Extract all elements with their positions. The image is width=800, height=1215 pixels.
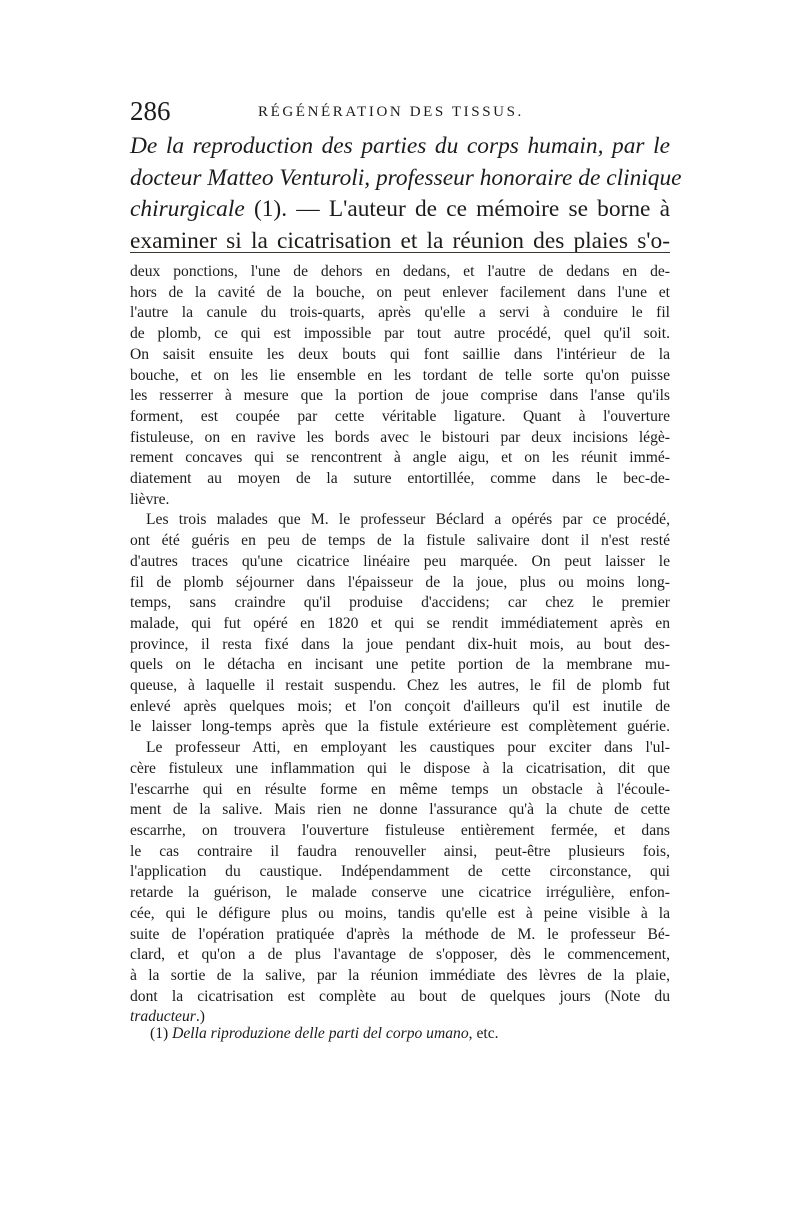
paragraph-3-line: Le professeur Atti, en employant les caustiques pour exciter dans l'ul- — [146, 739, 670, 757]
paragraph-2-line: temps, sans craindre qu'il produise d'accidens; car chez le premier — [130, 594, 670, 612]
main-paragraph — [130, 131, 682, 257]
main-line-1: De la reproduction des parties du corps humain, par le — [130, 133, 670, 159]
paragraph-3-line: cère fistuleux une inflammation qui le dispose à la cicatrisation, dit que — [130, 759, 670, 777]
translator-word: traducteur — [130, 1008, 196, 1026]
separator-rule — [130, 252, 670, 253]
paragraph-1-line: l'autre la canule du trois-quarts, après qu'elle a servi à conduire le fil — [130, 304, 670, 322]
paragraph-3-line: ment de la salive. Mais rien ne donne l'assurance qu'à la chute de cette — [130, 801, 670, 819]
paragraph-3 — [130, 738, 670, 1028]
paragraph-2-line: enlevé après quelques mois; et l'on conçoit d'ailleurs qu'il est inutile de — [130, 697, 670, 715]
footnote — [150, 1024, 670, 1044]
paragraph-1 — [130, 262, 670, 510]
paragraph-3-line: dont la cicatrisation est complète au bout de quelques jours (Note du — [130, 987, 670, 1005]
paragraph-1-line: hors de la cavité de la bouche, on peut enlever facilement dans l'une et — [130, 283, 670, 301]
paragraph-3-line: clard, et qu'on a de plus l'avantage de s'opposer, dès le commencement, — [130, 946, 670, 964]
paragraph-2-line: d'autres traces qu'une cicatrice linéaire peu marquée. On peut laisser le — [130, 552, 670, 570]
closing-paren: .) — [195, 1008, 205, 1026]
paragraph-2 — [130, 510, 670, 738]
paragraph-3-line: retarde la guérison, le malade conserve une cicatrice irrégulière, enfon- — [130, 884, 670, 902]
paragraph-1-line: rement concaves qui se rencontrent à angle aigu, et on les réunit immé- — [130, 449, 670, 467]
paragraph-3-line: escarrhe, on trouvera l'ouverture fistuleuse entièrement fermée, et dans — [130, 821, 670, 839]
main-line-4: examiner si la cicatrisation et la réunion des plaies s'o- — [130, 227, 670, 254]
paragraph-2-line: fil de plomb séjourner dans l'épaisseur de la joue, plus ou moins long- — [130, 573, 670, 591]
paragraph-3-line: le cas contraire il faudra renouveller ainsi, peut-être plusieurs fois, — [130, 842, 670, 860]
paragraph-2-line: le laisser long-temps après que la fistule extérieure est complètement guérie. — [130, 718, 670, 736]
paragraph-3-line: à la sortie de la salive, par la réunion immédiate des lèvres de la plaie, — [130, 966, 670, 984]
paragraph-2-line: quels on le détacha en incisant une petite portion de la membrane mu- — [130, 656, 670, 674]
main-line-3-italic: chirurgicale — [130, 196, 245, 222]
page-number: 286 — [130, 96, 171, 126]
paragraph-3-line: suite de l'opération pratiquée d'après la méthode de M. le professeur Bé- — [130, 925, 670, 943]
footnote-rest: , etc. — [468, 1025, 499, 1042]
paragraph-3-line: l'escarrhe qui en résulte forme en même temps un obstacle à l'écoule- — [130, 780, 670, 798]
paragraph-1-line: deux ponctions, l'une de dehors en dedans, et l'autre de dedans en de- — [130, 263, 670, 280]
running-title: RÉGÉNÉRATION DES TISSUS. — [258, 104, 524, 120]
paragraph-2-line: Les trois malades que M. le professeur Béclard a opérés par ce procédé, — [146, 511, 670, 529]
paragraph-2-line: ont été guéris en peu de temps de la fistule salivaire dont il n'est resté — [130, 532, 670, 550]
paragraph-2-line: malade, qui fut opéré en 1820 et qui se rendit immédiatement après en — [130, 614, 670, 632]
note-body — [130, 262, 670, 1028]
page-header — [130, 96, 670, 130]
paragraph-3-line: l'application du caustique. Indépendamment de cette circonstance, qui — [130, 863, 670, 881]
paragraph-1-line: fistuleuse, on en ravive les bords avec le bistouri par deux incisions légè- — [130, 428, 670, 446]
main-line-3 — [130, 194, 670, 226]
paragraph-1-line: les resserrer à mesure que la portion de joue comprise dans l'anse qu'ils — [130, 387, 670, 405]
paragraph-1-line: On saisit ensuite les deux bouts qui font saillie dans l'intérieur de la — [130, 345, 670, 363]
paragraph-2-line: province, il resta fixé dans la joue pendant dix-huit mois, au bout des- — [130, 635, 670, 653]
main-line-3-rest: (1). — L'auteur de ce mémoire se borne à — [244, 196, 670, 222]
paragraph-1-line: diatement au moyen de la suture entortillée, comme dans le bec-de- — [130, 470, 670, 488]
footnote-marker: (1) — [150, 1025, 173, 1042]
main-line-2: docteur Matteo Venturoli, professeur honoraire de clinique — [130, 164, 682, 191]
paragraph-2-line: queuse, à laquelle il restait suspendu. Chez les autres, le fil de plomb fut — [130, 677, 670, 695]
paragraph-1-line: de plomb, ce qui est impossible par tout autre procédé, quel qu'il soit. — [130, 325, 670, 343]
paragraph-1-line: forment, est coupée par cette véritable ligature. Quant à l'ouverture — [130, 407, 670, 425]
paragraph-3-line: cée, qui le défigure plus ou moins, tandis qu'elle est à peine visible à la — [130, 904, 670, 922]
footnote-title: Della riproduzione delle parti del corpo umano — [172, 1025, 469, 1042]
paragraph-1-line: lièvre. — [130, 490, 170, 508]
paragraph-1-line: bouche, et on les lie ensemble en les tordant de telle sorte qu'on puisse — [130, 366, 670, 384]
